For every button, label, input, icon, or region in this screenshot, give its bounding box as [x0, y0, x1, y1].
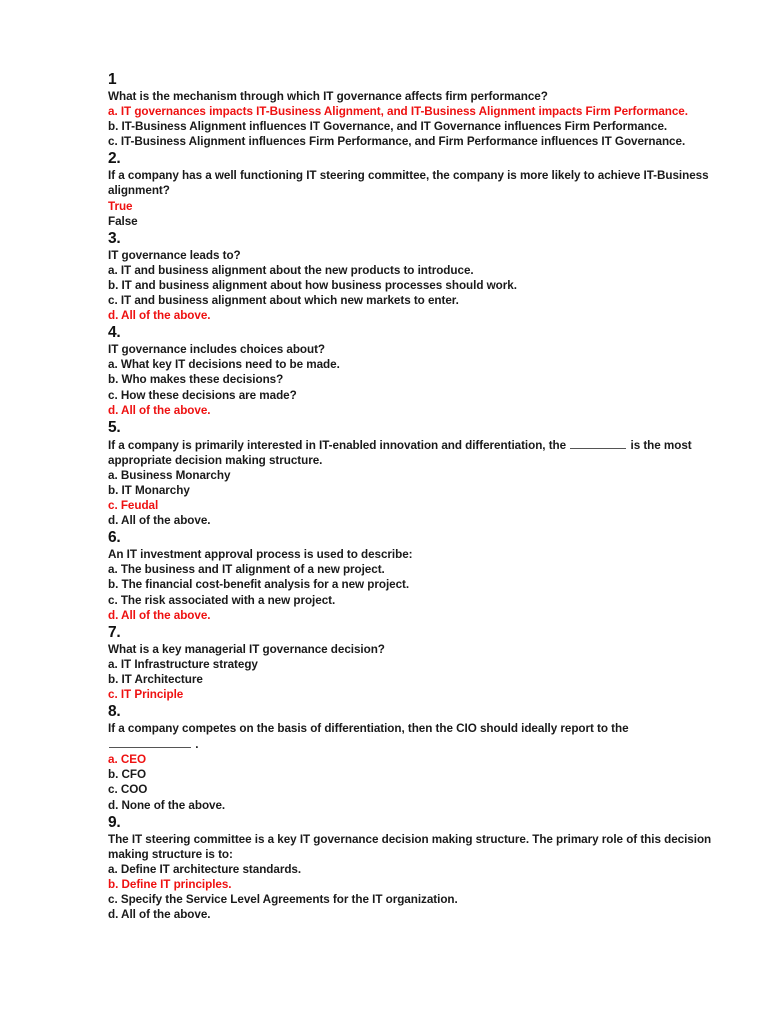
question-prompt-after-blank: .	[195, 738, 199, 752]
answer-option[interactable]: b. IT Monarchy	[108, 483, 190, 497]
question-prompt: IT governance leads to?	[108, 248, 241, 262]
question-number: 7.	[108, 623, 121, 641]
answer-option[interactable]: d. All of the above.	[108, 514, 211, 528]
question-number: 4.	[108, 324, 121, 342]
question-prompt: What is the mechanism through which IT governance affects firm performance?	[108, 90, 548, 103]
answer-option[interactable]: a. The business and IT alignment of a new project.	[108, 563, 385, 577]
answer-option[interactable]: c. The risk associated with a new project.	[108, 593, 336, 607]
question-block	[108, 418, 712, 529]
answer-option[interactable]: c. How these decisions are made?	[108, 388, 297, 402]
question-number: 1	[108, 71, 117, 88]
question-number: 9.	[108, 813, 121, 831]
question-block	[108, 528, 712, 622]
answer-option-selected[interactable]: True	[108, 199, 133, 213]
question-block	[108, 323, 712, 417]
question-prompt	[108, 437, 712, 468]
answer-option[interactable]: b. IT and business alignment about how business processes should work.	[108, 278, 517, 292]
question-prompt-before-blank: If a company is primarily interested in IT-enabled innovation and differentiation, the	[108, 438, 567, 452]
answer-option[interactable]: d. None of the above.	[108, 798, 226, 812]
answer-option[interactable]: b. CFO	[108, 768, 147, 782]
question-block	[108, 149, 712, 228]
question-prompt: The IT steering committee is a key IT governance decision making structure. The primary role of this decision making structure is to:	[108, 832, 712, 861]
answer-option[interactable]: b. The financial cost-benefit analysis for a new project.	[108, 578, 410, 592]
question-prompt-after-blank: is the most appropriate decision making structure.	[108, 438, 692, 467]
answer-option[interactable]: a. IT and business alignment about the new products to introduce.	[108, 263, 474, 277]
answer-option-selected[interactable]: d. All of the above.	[108, 403, 211, 417]
answer-option-selected[interactable]: c. Feudal	[108, 499, 159, 513]
answer-option-selected[interactable]: a. CEO	[108, 753, 147, 767]
answer-option[interactable]: d. All of the above.	[108, 908, 211, 922]
question-block	[108, 229, 712, 323]
question-prompt: If a company has a well functioning IT steering committee, the company is more likely to achieve IT-Business alignment?	[108, 169, 709, 198]
answer-option[interactable]: b. IT Architecture	[108, 672, 203, 686]
answer-option[interactable]: a. What key IT decisions need to be made.	[108, 358, 340, 372]
question-number: 3.	[108, 229, 121, 247]
question-prompt: An IT investment approval process is used to describe:	[108, 548, 413, 562]
answer-option[interactable]: c. Specify the Service Level Agreements for the IT organization.	[108, 893, 458, 907]
question-block	[108, 70, 712, 149]
question-block	[108, 813, 712, 923]
question-block	[108, 623, 712, 702]
answer-option-selected[interactable]: a. IT governances impacts IT-Business Alignment, and IT-Business Alignment impacts Firm Performance.	[108, 105, 688, 119]
quiz-question-list	[108, 70, 712, 922]
answer-option-selected[interactable]: d. All of the above.	[108, 608, 211, 622]
answer-option[interactable]: b. IT-Business Alignment influences IT Governance, and IT Governance influences Firm Performance.	[108, 120, 668, 134]
answer-option[interactable]: c. IT and business alignment about which new markets to enter.	[108, 294, 459, 308]
question-prompt	[108, 721, 712, 752]
question-number: 8.	[108, 703, 121, 721]
question-prompt: IT governance includes choices about?	[108, 343, 326, 357]
question-prompt: What is a key managerial IT governance decision?	[108, 642, 385, 656]
question-block	[108, 702, 712, 813]
question-prompt-before-blank: If a company competes on the basis of differentiation, then the CIO should ideally report to the	[108, 722, 629, 736]
answer-option-selected[interactable]: d. All of the above.	[108, 309, 211, 323]
answer-option[interactable]: a. IT Infrastructure strategy	[108, 657, 258, 671]
answer-option[interactable]: a. Business Monarchy	[108, 468, 231, 482]
answer-option-selected[interactable]: b. Define IT principles.	[108, 877, 232, 891]
answer-option[interactable]: b. Who makes these decisions?	[108, 373, 284, 387]
question-number: 5.	[108, 418, 121, 436]
fill-in-the-blank	[109, 736, 191, 748]
answer-option[interactable]: False	[108, 214, 138, 228]
answer-option[interactable]: a. Define IT architecture standards.	[108, 862, 302, 876]
answer-option-selected[interactable]: c. IT Principle	[108, 688, 184, 701]
question-number: 2.	[108, 150, 121, 168]
answer-option[interactable]: c. COO	[108, 783, 148, 797]
fill-in-the-blank	[570, 437, 626, 449]
answer-option[interactable]: c. IT-Business Alignment influences Firm Performance, and Firm Performance influences IT Governance.	[108, 135, 686, 149]
question-number: 6.	[108, 529, 121, 547]
